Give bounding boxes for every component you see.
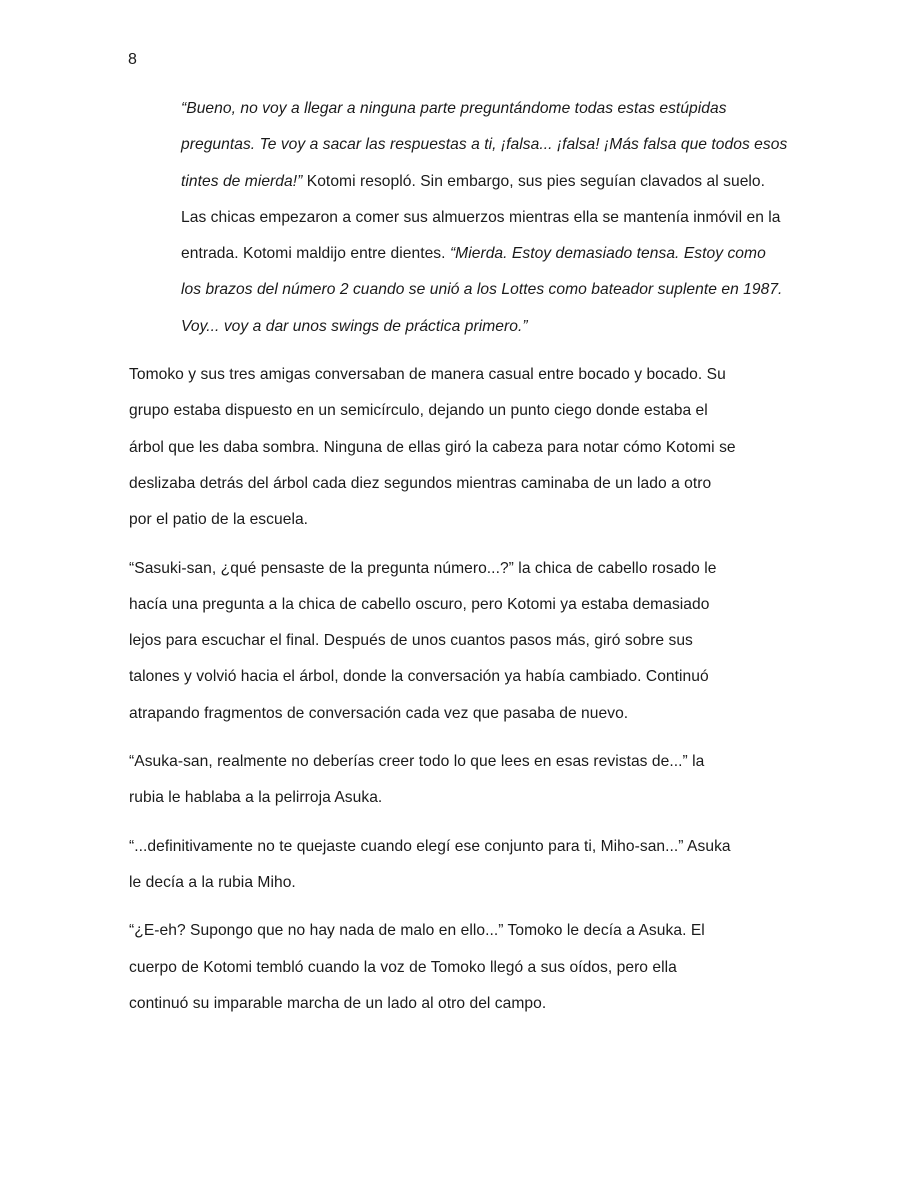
text-line bbox=[129, 393, 777, 429]
text-line bbox=[129, 309, 777, 345]
italic-text-segment: “Mierda. Estoy demasiado tensa. Estoy como bbox=[449, 245, 766, 263]
text-line bbox=[129, 780, 777, 816]
body-text bbox=[129, 91, 788, 1034]
text-segment: rubia le hablaba a la pelirroja Asuka. bbox=[129, 789, 383, 807]
text-line bbox=[129, 829, 777, 865]
text-line bbox=[129, 236, 777, 272]
text-line bbox=[129, 502, 777, 538]
text-line bbox=[129, 986, 777, 1022]
italic-text-segment: “Bueno, no voy a llegar a ninguna parte preguntándome todas estas estúpidas bbox=[181, 100, 727, 117]
text-line bbox=[129, 127, 788, 163]
text-line bbox=[129, 744, 777, 780]
text-line bbox=[129, 430, 777, 466]
text-line bbox=[129, 164, 777, 200]
text-line bbox=[129, 551, 777, 587]
text-segment: “¿E-eh? Supongo que no hay nada de malo en ello...” Tomoko le decía a Asuka. El bbox=[129, 922, 705, 940]
text-line bbox=[129, 466, 777, 502]
text-line bbox=[129, 659, 777, 695]
text-segment: “...definitivamente no te quejaste cuando elegí ese conjunto para ti, Miho-san...” Asuka bbox=[129, 837, 731, 855]
page-number: 8 bbox=[128, 51, 137, 68]
paragraph bbox=[129, 551, 777, 732]
text-segment: continuó su imparable marcha de un lado al otro del campo. bbox=[129, 994, 547, 1012]
paragraph bbox=[129, 357, 777, 538]
paragraph bbox=[129, 744, 777, 817]
text-line bbox=[129, 913, 777, 949]
italic-text-segment: tintes de mierda!” bbox=[181, 172, 303, 190]
paragraph bbox=[129, 91, 788, 345]
paragraph bbox=[129, 913, 777, 1022]
text-segment: “Asuka-san, realmente no deberías creer todo lo que lees en esas revistas de...” la bbox=[129, 753, 705, 771]
paragraph bbox=[129, 829, 777, 902]
text-segment: deslizaba detrás del árbol cada diez segundos mientras caminaba de un lado a otro bbox=[129, 474, 712, 492]
text-segment: hacía una pregunta a la chica de cabello oscuro, pero Kotomi ya estaba demasiado bbox=[129, 595, 710, 613]
text-segment: entrada. Kotomi maldijo entre dientes. bbox=[181, 245, 450, 263]
text-segment: Las chicas empezaron a comer sus almuerzos mientras ella se mantenía inmóvil en la bbox=[181, 208, 781, 226]
italic-text-segment: preguntas. Te voy a sacar las respuestas a ti, ¡falsa... ¡falsa! ¡Más falsa que todos esos bbox=[181, 136, 788, 154]
text-line bbox=[129, 623, 777, 659]
text-line bbox=[129, 587, 777, 623]
text-line bbox=[129, 865, 777, 901]
text-segment: grupo estaba dispuesto en un semicírculo, dejando un punto ciego donde estaba el bbox=[129, 402, 708, 420]
text-segment: cuerpo de Kotomi tembló cuando la voz de Tomoko llegó a sus oídos, pero ella bbox=[129, 958, 677, 976]
text-line bbox=[129, 950, 777, 986]
text-line bbox=[129, 357, 777, 393]
text-segment: lejos para escuchar el final. Después de unos cuantos pasos más, giró sobre sus bbox=[129, 632, 693, 650]
text-segment: atrapando fragmentos de conversación cada vez que pasaba de nuevo. bbox=[129, 704, 629, 722]
text-line bbox=[129, 696, 777, 732]
italic-text-segment: los brazos del número 2 cuando se unió a los Lottes como bateador suplente en 1987. bbox=[181, 281, 783, 299]
text-line bbox=[129, 91, 777, 127]
text-segment: por el patio de la escuela. bbox=[129, 511, 309, 529]
text-line bbox=[129, 272, 783, 308]
text-segment: talones y volvió hacia el árbol, donde la conversación ya había cambiado. Continuó bbox=[129, 668, 709, 686]
text-segment: le decía a la rubia Miho. bbox=[129, 873, 296, 891]
text-segment: árbol que les daba sombra. Ninguna de ellas giró la cabeza para notar cómo Kotomi se bbox=[129, 438, 736, 456]
text-segment: “Sasuki-san, ¿qué pensaste de la pregunta número...?” la chica de cabello rosado le bbox=[129, 559, 717, 577]
text-segment: Kotomi resopló. Sin embargo, sus pies seguían clavados al suelo. bbox=[302, 172, 766, 190]
text-line bbox=[129, 200, 781, 236]
text-segment: Tomoko y sus tres amigas conversaban de manera casual entre bocado y bocado. Su bbox=[129, 366, 726, 384]
italic-text-segment: Voy... voy a dar unos swings de práctica primero.” bbox=[181, 317, 528, 335]
